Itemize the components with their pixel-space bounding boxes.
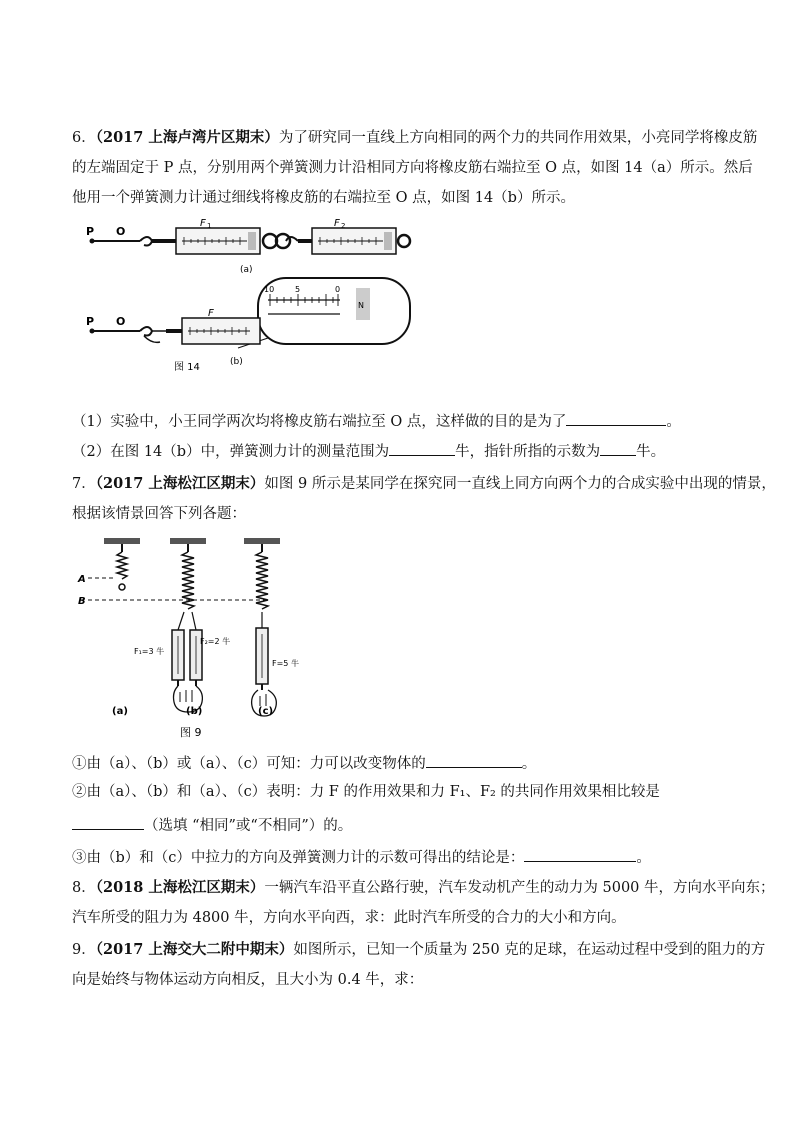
q9-source: （2017 上海交大二附中期末） — [95, 941, 294, 958]
q7-sub-3-text: ③由（b）和（c）中拉力的方向及弹簧测力计的示数可得出的结论是： — [72, 850, 525, 866]
q6-part-1 — [72, 410, 732, 432]
fig9-sub-a: (a) — [112, 706, 128, 717]
fig9-label-b: B — [78, 596, 86, 607]
fig14-thread-b — [144, 331, 166, 342]
q6-part-1-end: 。 — [666, 414, 681, 430]
q9-line-2: 向是始终与物体运动方向相反，且大小为 0.4 牛，求： — [72, 972, 424, 988]
q7-sub-2-blank[interactable] — [72, 814, 144, 830]
fig14-label-o-a: O — [116, 225, 126, 238]
fig14-magnified-inset — [258, 278, 410, 344]
q7-sub-3-blank[interactable] — [524, 846, 636, 862]
fig14-caption: 图 14 — [174, 362, 200, 373]
q6-part-2-blank-range[interactable] — [389, 440, 455, 456]
q7-source: （2017 上海松江区期末） — [95, 475, 265, 492]
fig9-end-a — [119, 584, 125, 590]
fig14-point-p-b — [90, 329, 95, 334]
fig9-label-a: A — [78, 574, 86, 585]
fig9-sub-c: (c) — [258, 706, 274, 717]
fig9-hand-b-fingers — [180, 690, 192, 702]
fig14-inset-10: 10 — [264, 285, 275, 294]
fig14-scale1-label-plate — [248, 232, 256, 250]
fig9-scale-b-hooks — [178, 680, 196, 686]
q6-part-2 — [72, 440, 732, 462]
q7-sub-2-end: （选填 “相同”或“不相同”）的。 — [144, 818, 353, 834]
q7-sub-1-text: ①由（a）、（b）或（a）、（c）可知：力可以改变物体的 — [72, 756, 426, 772]
q7-sub-1-end: 。 — [521, 756, 537, 772]
q9-line-1 — [72, 940, 766, 960]
q7-sub-1-blank[interactable] — [426, 752, 522, 768]
fig14-inset-5: 5 — [295, 285, 301, 294]
q7-sub-2-cont — [72, 814, 732, 836]
fig14-hook-b — [140, 327, 152, 336]
q9-number: 9． — [72, 942, 96, 958]
fig14-label-f2: F — [334, 218, 340, 229]
fig14-label-f1: F — [200, 218, 206, 229]
q6-part-2-mid: 牛，指针所指的示数为 — [455, 444, 601, 460]
q7-sub-3-end: 。 — [636, 850, 651, 866]
fig9-support-a — [104, 538, 140, 544]
fig14-hook-2 — [286, 237, 298, 241]
q7-sub-3 — [72, 846, 732, 868]
fig9-f1-label: F₁=3 牛 — [134, 647, 165, 656]
q7-line-1 — [72, 474, 776, 494]
q7-sub-2: ②由（a）、（b）和（a）、（c）表明：力 F 的作用效果和力 F₁、F₂ 的共同作用效果相比较是 — [72, 784, 660, 800]
fig9-caption: 图 9 — [180, 726, 202, 739]
q6-text-1: 为了研究同一直线上方向相同的两个力的共同作用效果，小亮同学将橡皮筋 — [278, 130, 758, 146]
fig14-label-o-b: O — [116, 315, 126, 328]
fig14-label-f: F — [208, 308, 214, 319]
fig9-support-c — [244, 538, 280, 544]
fig14-label-f1-sub: 1 — [207, 222, 212, 230]
fig14-label-p-a: P — [86, 225, 95, 238]
q8-line-2: 汽车所受的阻力为 4800 牛，方向水平向西，求：此时汽车所受的合力的大小和方向。 — [72, 910, 626, 926]
fig14-sub-b: (b) — [230, 357, 243, 367]
fig14-ring-end — [398, 235, 410, 247]
q6-number: 6． — [72, 130, 96, 146]
q6-part-2-text: （2）在图 14（b）中，弹簧测力计的测量范围为 — [72, 444, 390, 460]
figure-14 — [72, 210, 412, 380]
q7-sub-1 — [72, 752, 732, 774]
fig14-label-f2-sub: 2 — [341, 222, 346, 230]
q6-part-2-blank-reading[interactable] — [600, 440, 636, 456]
fig9-sub-b: (b) — [186, 706, 203, 717]
q8-number: 8． — [72, 880, 96, 896]
q6-part-2-end: 牛。 — [636, 444, 666, 460]
q7-text-1: 如图 9 所示是某同学在探究同一直线上同方向两个力的合成实验中出现的情景， — [264, 476, 776, 492]
q8-line-1 — [72, 878, 775, 898]
figure-9 — [72, 532, 312, 744]
fig14-inset-0: 0 — [335, 285, 341, 294]
q9-text-1: 如图所示，已知一个质量为 250 克的足球，在运动过程中受到的阻力的方 — [293, 942, 766, 958]
q6-line-3: 他用一个弹簧测力计通过细线将橡皮筋的右端拉至 O 点，如图 14（b）所示。 — [72, 190, 575, 206]
q6-line-1 — [72, 128, 758, 148]
fig14-point-p-a — [90, 239, 95, 244]
fig9-f2-label: F₂=2 牛 — [200, 637, 231, 646]
q6-source: （2017 上海卢湾片区期末） — [95, 129, 279, 146]
q7-line-2: 根据该情景回答下列各题： — [72, 506, 246, 522]
fig9-thread-b1 — [178, 612, 184, 630]
q6-line-2: 的左端固定于 P 点，分别用两个弹簧测力计沿相同方向将橡皮筋右端拉至 O 点，如图 14（a）所示。然后 — [72, 160, 753, 176]
fig14-hook-a — [140, 237, 152, 246]
fig9-f-label: F=5 牛 — [272, 659, 299, 668]
q8-source: （2018 上海松江区期末） — [95, 879, 265, 896]
fig14-label-p-b: P — [86, 315, 95, 328]
fig9-hand-c-fingers — [260, 694, 266, 706]
q7-number: 7． — [72, 476, 96, 492]
fig14-sub-a: (a) — [240, 265, 253, 275]
fig14-inset-unit: N — [358, 301, 364, 310]
fig14-scale2-label-plate — [384, 232, 392, 250]
fig9-support-b — [170, 538, 206, 544]
q6-part-1-blank[interactable] — [566, 410, 666, 426]
fig9-thread-b2 — [192, 612, 196, 630]
q6-part-1-text: （1）实验中，小王同学两次均将橡皮筋右端拉至 O 点，这样做的目的是为了 — [72, 414, 567, 430]
fig9-spring-a — [117, 552, 127, 579]
q8-text-1: 一辆汽车沿平直公路行驶，汽车发动机产生的动力为 5000 牛，方向水平向东； — [264, 880, 775, 896]
